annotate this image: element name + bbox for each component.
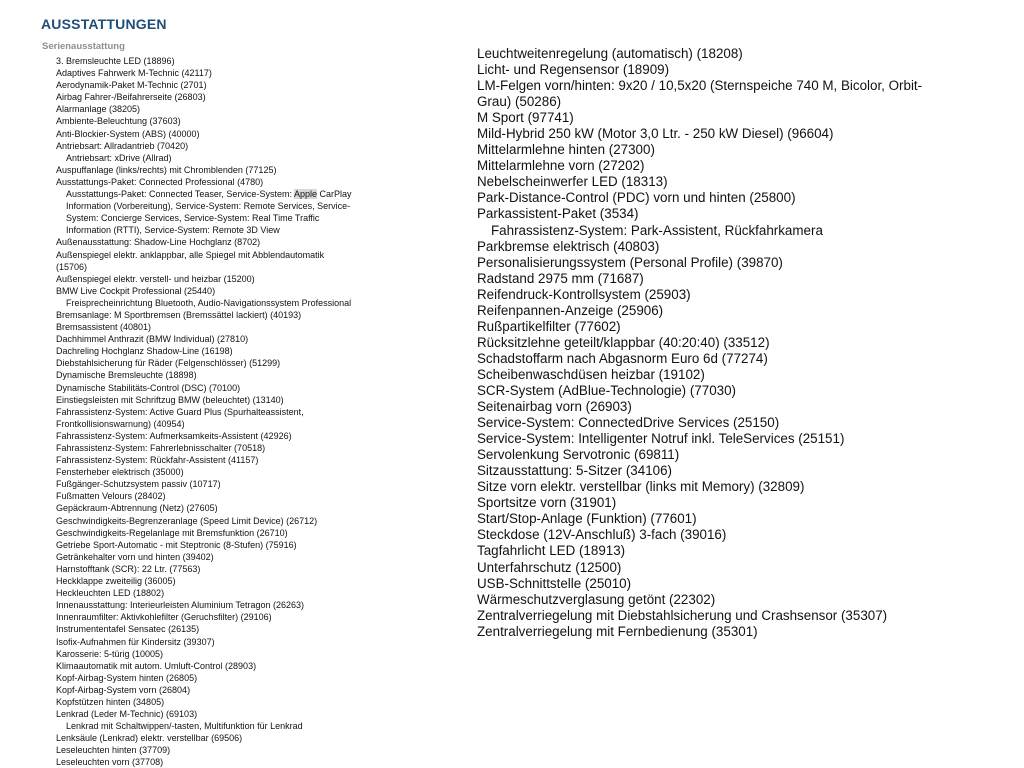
- equipment-line: Wärmeschutzverglasung getönt (22302): [477, 591, 716, 607]
- equipment-line: Fahrassistenz-System: Aufmerksamkeits-Assistent (42926): [56, 430, 292, 441]
- equipment-line: System: Concierge Services, Service-System: Real Time Traffic: [66, 213, 320, 224]
- equipment-line: Ausstattungs-Paket: Connected Teaser, Service-System: Apple CarPlay: [66, 189, 352, 200]
- equipment-line: Parkbremse elektrisch (40803): [477, 238, 660, 254]
- equipment-line: Sitze vorn elektr. verstellbar (links mit Memory) (32809): [477, 479, 805, 495]
- equipment-line: Mittelarmlehne hinten (27300): [477, 142, 655, 158]
- equipment-line: Zentralverriegelung mit Diebstahlsicherung und Crashsensor (35307): [477, 607, 888, 623]
- equipment-line: Heckklappe zweiteilig (36005): [56, 576, 176, 587]
- equipment-line: Außenspiegel elektr. verstell- und heizbar (15200): [56, 273, 255, 284]
- equipment-line: SCR-System (AdBlue-Technologie) (77030): [477, 382, 736, 398]
- equipment-line: Service-System: Intelligenter Notruf inkl. TeleServices (25151): [477, 431, 845, 447]
- equipment-line: Sportsitze vorn (31901): [477, 495, 617, 511]
- equipment-line: (15706): [56, 261, 88, 272]
- equipment-line: Information (RTTI), Service-System: Remote 3D View: [66, 225, 280, 236]
- equipment-line: Fensterheber elektrisch (35000): [56, 467, 184, 478]
- equipment-line: Harnstofftank (SCR): 22 Ltr. (77563): [56, 563, 201, 574]
- equipment-line: Gepäckraum-Abtrennung (Netz) (27605): [56, 503, 218, 514]
- equipment-line: Ausstattungs-Paket: Connected Professional (4780): [56, 176, 264, 187]
- equipment-line: Steckdose (12V-Anschluß) 3-fach (39016): [477, 527, 727, 543]
- equipment-line: Außenspiegel elektr. anklappbar, alle Spiegel mit Abblendautomatik: [56, 249, 325, 260]
- equipment-line: Rücksitzlehne geteilt/klappbar (40:20:40) (33512): [477, 334, 770, 350]
- equipment-line: Leseleuchten vorn (37708): [56, 757, 164, 768]
- equipment-line: Fahrassistenz-System: Active Guard Plus (Spurhalteassistent,: [56, 406, 304, 417]
- equipment-line: Licht- und Regensensor (18909): [477, 62, 670, 78]
- equipment-line: Außenausstattung: Shadow-Line Hochglanz (8702): [56, 237, 261, 248]
- equipment-line: Park-Distance-Control (PDC) vorn und hinten (25800): [477, 190, 796, 206]
- equipment-line: Fahrassistenz-System: Rückfahr-Assistent (41157): [56, 455, 259, 466]
- equipment-line: Bremsanlage: M Sportbremsen (Bremssättel lackiert) (40193): [56, 309, 302, 320]
- page-title: AUSSTATTUNGEN: [41, 16, 167, 32]
- equipment-line: Schadstoffarm nach Abgasnorm Euro 6d (77274): [477, 350, 768, 366]
- equipment-line: LM-Felgen vorn/hinten: 9x20 / 10,5x20 (Sternspeiche 740 M, Bicolor, Orbit-: [477, 78, 923, 94]
- equipment-line: Kopf-Airbag-System hinten (26805): [56, 672, 198, 683]
- equipment-line: Fahrassistenz-System: Park-Assistent, Rückfahrkamera: [491, 222, 823, 238]
- equipment-line: Airbag Fahrer-/Beifahrerseite (26803): [56, 92, 206, 103]
- equipment-line: Reifendruck-Kontrollsystem (25903): [477, 286, 691, 302]
- equipment-line: BMW Live Cockpit Professional (25440): [56, 285, 216, 296]
- equipment-line: Karosserie: 5-türig (10005): [56, 648, 164, 659]
- equipment-line: Radstand 2975 mm (71687): [477, 270, 644, 286]
- equipment-line: Klimaautomatik mit autom. Umluft-Control (28903): [56, 660, 257, 671]
- section-subtitle-serienausstattung: Serienausstattung: [42, 41, 125, 52]
- equipment-line: Grau) (50286): [477, 94, 562, 110]
- equipment-line: Kopf-Airbag-System vorn (26804): [56, 684, 191, 695]
- equipment-line: Diebstahlsicherung für Räder (Felgenschlösser) (51299): [56, 358, 281, 369]
- equipment-line: Innenausstattung: Interieurleisten Aluminium Tetragon (26263): [56, 600, 304, 611]
- equipment-line: M Sport (97741): [477, 110, 574, 126]
- equipment-line: Dynamische Stabilitäts-Control (DSC) (70100): [56, 382, 241, 393]
- equipment-line: Auspuffanlage (links/rechts) mit Chromblenden (77125): [56, 164, 277, 175]
- equipment-line: Information (Vorbereitung), Service-System: Remote Services, Service-: [66, 201, 351, 212]
- equipment-line: Reifenpannen-Anzeige (25906): [477, 302, 664, 318]
- equipment-line: Anti-Blockier-System (ABS) (40000): [56, 128, 200, 139]
- equipment-line: Ambiente-Beleuchtung (37603): [56, 116, 181, 127]
- equipment-line: Geschwindigkeits-Begrenzeranlage (Speed Limit Device) (26712): [56, 515, 318, 526]
- equipment-line: Aerodynamik-Paket M-Technic (2701): [56, 80, 207, 91]
- equipment-line: Seitenairbag vorn (26903): [477, 399, 632, 415]
- equipment-line: Lenksäule (Lenkrad) elektr. verstellbar (69506): [56, 733, 243, 744]
- equipment-line: Leuchtweitenregelung (automatisch) (18208): [477, 46, 743, 61]
- equipment-line: Servolenkung Servotronic (69811): [477, 447, 680, 463]
- equipment-line: Instrumententafel Sensatec (26135): [56, 624, 200, 635]
- equipment-line: Adaptives Fahrwerk M-Technic (42117): [56, 68, 212, 79]
- equipment-line: Geschwindigkeits-Regelanlage mit Bremsfunktion (26710): [56, 527, 288, 538]
- equipment-line: Isofix-Aufnahmen für Kindersitz (39307): [56, 636, 215, 647]
- right-column: [477, 46, 1024, 640]
- equipment-line: Dachreling Hochglanz Shadow-Line (16198): [56, 346, 233, 357]
- standard-equipment-list-right: [477, 46, 1024, 640]
- equipment-line: Lenkrad mit Schaltwippen/-tasten, Multifunktion für Lenkrad: [66, 721, 303, 732]
- equipment-line: Parkassistent-Paket (3534): [477, 206, 639, 222]
- equipment-line: Fußgänger-Schutzsystem passiv (10717): [56, 479, 221, 490]
- equipment-line: USB-Schnittstelle (25010): [477, 575, 632, 591]
- equipment-line: Mild-Hybrid 250 kW (Motor 3,0 Ltr. - 250 kW Diesel) (96604): [477, 126, 834, 142]
- equipment-line: Scheibenwaschdüsen heizbar (19102): [477, 366, 705, 382]
- equipment-line: Fußmatten Velours (28402): [56, 491, 166, 502]
- equipment-line: Unterfahrschutz (12500): [477, 559, 622, 575]
- equipment-line: Sitzausstattung: 5-Sitzer (34106): [477, 463, 673, 479]
- equipment-line: 3. Bremsleuchte LED (18896): [56, 56, 175, 66]
- equipment-line: Start/Stop-Anlage (Funktion) (77601): [477, 511, 697, 527]
- equipment-line: Fahrassistenz-System: Fahrerlebnisschalter (70518): [56, 443, 266, 453]
- equipment-line: Bremsassistent (40801): [56, 322, 152, 333]
- equipment-line: Rußpartikelfilter (77602): [477, 318, 621, 334]
- equipment-line: Service-System: ConnectedDrive Services (25150): [477, 415, 780, 431]
- equipment-line: Antriebsart: xDrive (Allrad): [66, 152, 172, 163]
- equipment-line: Freisprecheinrichtung Bluetooth, Audio-Navigationssystem Professional: [66, 297, 352, 308]
- left-column: [41, 16, 473, 768]
- equipment-line: Kopfstützen hinten (34805): [56, 696, 165, 707]
- search-highlight: Apple: [293, 189, 317, 200]
- equipment-line: Zentralverriegelung mit Fernbedienung (35301): [477, 623, 758, 639]
- equipment-line: Heckleuchten LED (18802): [56, 588, 165, 599]
- equipment-line: Tagfahrlicht LED (18913): [477, 543, 626, 559]
- equipment-line: Alarmanlage (38205): [56, 104, 141, 115]
- equipment-line: Getränkehalter vorn und hinten (39402): [56, 551, 214, 562]
- equipment-line: Dachhimmel Anthrazit (BMW Individual) (27810): [56, 334, 249, 345]
- equipment-line: Getriebe Sport-Automatic - mit Steptronic (8-Stufen) (75916): [56, 539, 297, 550]
- equipment-line: Frontkollisionswarnung) (40954): [56, 418, 185, 429]
- equipment-line: Einstiegsleisten mit Schriftzug BMW (beleuchtet) (13140): [56, 394, 284, 405]
- standard-equipment-list-left: [41, 55, 473, 768]
- equipment-line: Dynamische Bremsleuchte (18898): [56, 370, 197, 381]
- equipment-line: Antriebsart: Allradantrieb (70420): [56, 140, 189, 151]
- equipment-line: Innenraumfilter: Aktivkohlefilter (Geruchsfilter) (29106): [56, 612, 272, 623]
- equipment-line: Lenkrad (Leder M-Technic) (69103): [56, 709, 198, 720]
- equipment-line: Mittelarmlehne vorn (27202): [477, 158, 645, 174]
- equipment-line: Nebelscheinwerfer LED (18313): [477, 174, 668, 190]
- equipment-line: Personalisierungssystem (Personal Profile) (39870): [477, 254, 783, 270]
- equipment-line: Leseleuchten hinten (37709): [56, 745, 171, 756]
